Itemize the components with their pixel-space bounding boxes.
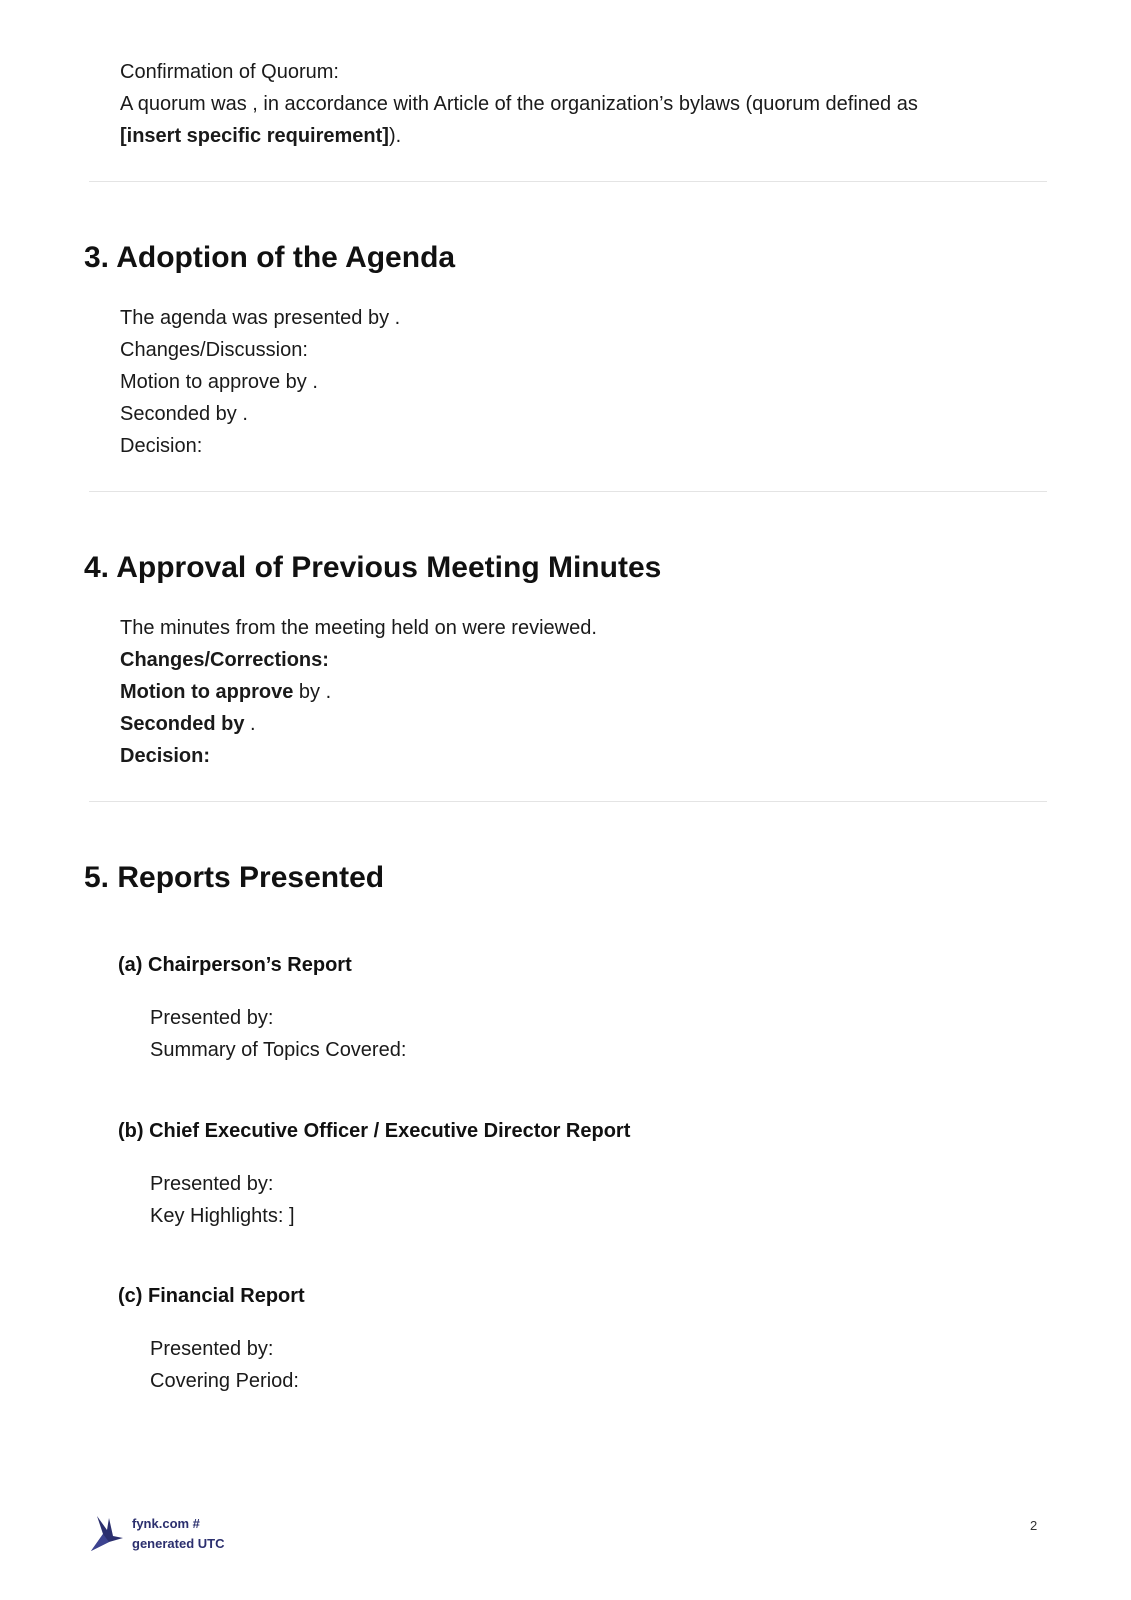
agenda-block [120,302,1020,462]
report-heading-chairperson: (a) Chairperson’s Report [118,954,352,976]
minutes-seconded-suffix: . [244,713,256,735]
quorum-block [120,56,1020,152]
section-heading-reports: 5. Reports Presented [84,861,385,894]
minutes-seconded-label: Seconded by [120,713,245,735]
agenda-line: The agenda was presented by . [120,307,401,329]
divider [89,181,1047,182]
quorum-requirement: [insert specific requirement] [120,125,389,147]
minutes-motion-suffix: by . [293,681,332,703]
footer-line-1: fynk.com # [132,1516,200,1531]
agenda-line: Motion to approve by . [120,371,318,393]
agenda-line: Seconded by . [120,403,248,425]
report-heading-financial: (c) Financial Report [118,1285,305,1307]
minutes-intro: The minutes from the meeting held on were reviewed. [120,617,597,639]
minutes-changes-label: Changes/Corrections: [120,649,329,671]
report-line: Key Highlights: ] [150,1205,295,1227]
divider [89,801,1047,802]
minutes-seconded-line [120,708,1020,740]
report-line: Presented by: [150,1007,274,1029]
footer-text [132,1514,224,1554]
report-line: Presented by: [150,1338,274,1360]
quorum-title: Confirmation of Quorum: [120,61,339,83]
fynk-bird-logo-icon [89,1512,125,1552]
report-block-financial [150,1333,1010,1397]
quorum-text: A quorum was , in accordance with Article of the organization’s bylaws (quorum defined as [120,93,918,115]
report-heading-ceo: (b) Chief Executive Officer / Executive Director Report [118,1120,631,1142]
section-heading-minutes: 4. Approval of Previous Meeting Minutes [84,551,662,584]
quorum-requirement-line [120,120,1020,152]
divider [89,491,1047,492]
report-line: Summary of Topics Covered: [150,1039,407,1061]
report-block-chairperson [150,1002,1010,1066]
section-heading-agenda: 3. Adoption of the Agenda [84,241,456,274]
footer-line-2: generated UTC [132,1536,225,1551]
minutes-motion-line [120,676,1020,708]
report-block-ceo [150,1168,1010,1232]
quorum-closing: ). [388,125,402,147]
report-line: Covering Period: [150,1370,299,1392]
minutes-motion-label: Motion to approve [120,681,294,703]
report-line: Presented by: [150,1173,274,1195]
minutes-block [120,612,1020,772]
page-number: 2 [1030,1518,1038,1533]
agenda-line: Decision: [120,435,203,457]
minutes-decision-label: Decision: [120,745,211,767]
agenda-line: Changes/Discussion: [120,339,308,361]
